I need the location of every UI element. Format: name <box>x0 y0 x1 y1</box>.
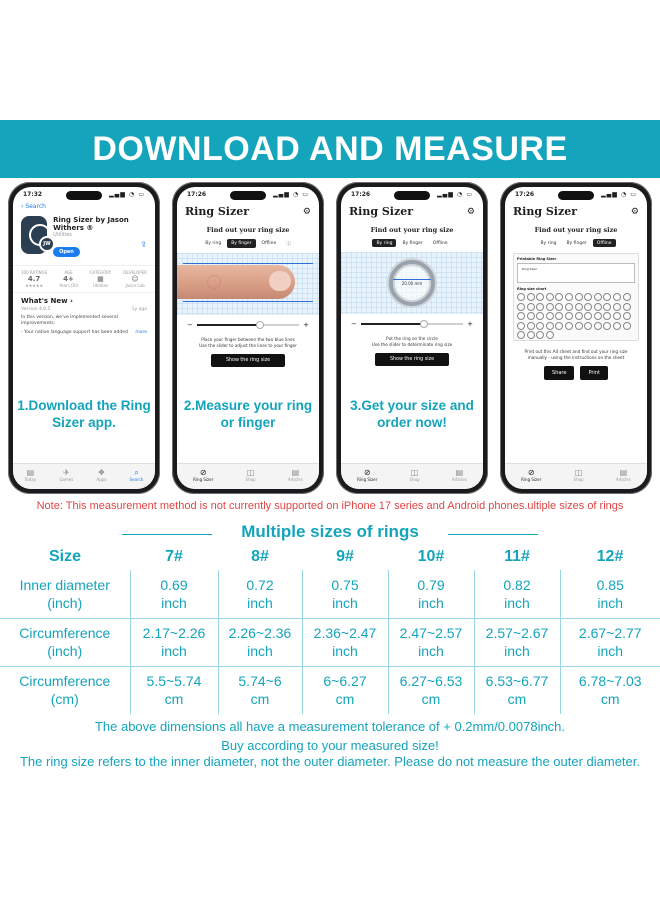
step-caption-2: 2.Measure your ring or finger <box>183 398 313 430</box>
dynamic-island <box>66 191 102 200</box>
app-tab-bar <box>177 463 319 489</box>
help-icon[interactable]: ⓘ <box>286 241 291 247</box>
status-bar: 17:26 ▂▄▆ ◔ ▭ <box>187 190 309 198</box>
version-label: Version 4.0.5 <box>21 307 51 312</box>
phone-ring <box>336 182 488 494</box>
find-heading: Find out your ring size <box>370 226 454 234</box>
size-slider[interactable] <box>177 315 319 329</box>
guide-line-bottom[interactable] <box>183 301 313 302</box>
size-slider[interactable] <box>341 314 483 328</box>
appstore-screen <box>13 187 155 489</box>
mode-segmented-control <box>341 239 483 247</box>
header-row: Size 7# 8# 9# 10# 11# 12# <box>48 548 624 565</box>
measure-grid <box>341 252 483 314</box>
table-row: Circumference (inch) 2.17~2.26 inch 2.26~2.36 inch 2.36~2.47 inch 2.47~2.57 inch 2.57~2.67 inch 2.67~2.77 inch <box>0 618 660 666</box>
diameter-label: 20.00 mm <box>393 279 431 286</box>
sheet-title: Printable Ring Sizer <box>517 257 557 261</box>
compatibility-note: Note: This measurement method is not currently supported on iPhone 17 series and Android phones.ultiple sizes of rings <box>36 500 624 512</box>
segment-by-ring[interactable]: By ring <box>540 240 557 246</box>
step-caption-1: 1.Download the Ring Sizer app. <box>17 398 151 430</box>
phone-appstore <box>8 182 160 494</box>
tab-articles[interactable]: ▤ Articles <box>287 467 303 482</box>
buy-note: Buy according to your measured size! <box>221 738 439 753</box>
plus-icon: + <box>303 321 309 329</box>
gear-icon[interactable]: ⚙ <box>630 206 639 217</box>
stat-age: AGE 4+ Years Old <box>59 270 78 288</box>
whats-new-heading[interactable]: What's New › <box>21 297 73 305</box>
status-bar: 17:26 ▂▄▆ ◔ ▭ <box>351 190 473 198</box>
bag-icon: ◫ <box>246 467 255 477</box>
back-label: Search <box>25 203 46 210</box>
table-row: Inner diameter (inch) 0.69 inch 0.72 inch 0.75 inch 0.79 inch 0.82 inch 0.85 inch <box>0 570 660 618</box>
ring-icon: ⊘ <box>199 467 207 477</box>
tab-apps[interactable]: ❖ Apps <box>96 467 107 482</box>
bag-icon: ◫ <box>410 467 419 477</box>
tab-articles[interactable]: ▤ Articles <box>615 467 631 482</box>
tab-games[interactable]: ✈ Games <box>59 467 74 482</box>
tab-shop[interactable]: ◫ Shop <box>409 467 420 482</box>
mode-segmented-control <box>505 239 647 247</box>
tab-search[interactable]: ⌕ Search <box>129 467 144 482</box>
rocket-icon: ✈ <box>63 467 70 477</box>
segment-by-finger[interactable]: By finger <box>227 239 255 248</box>
title-banner <box>0 120 660 178</box>
tolerance-note: The above dimensions all have a measurement tolerance of + 0.2mm/0.0078inch. <box>94 719 566 734</box>
segment-offline[interactable]: Offline <box>432 240 448 246</box>
mode-segmented-control <box>177 239 319 248</box>
ring-icon: ⊘ <box>363 467 371 477</box>
app-tab-bar <box>505 463 647 489</box>
appstore-tab-bar <box>13 463 155 489</box>
stat-category: CATEGORY ▦ Utilities <box>89 270 112 288</box>
inner-diameter-note: The ring size refers to the inner diameter, not the outer diameter. Please do not measure the outer diameter. <box>19 754 640 769</box>
instructions: Print out this A4 sheet and find out your ring size manually - using the instructions on the sheet <box>524 349 628 360</box>
whats-new-section <box>13 297 155 336</box>
more-link[interactable]: more <box>135 330 147 335</box>
document-icon: ▤ <box>455 467 464 477</box>
ring-sizer-strip: Ring Sizer <box>517 263 635 283</box>
document-icon: ▤ <box>291 467 300 477</box>
ring-circle[interactable] <box>389 260 435 306</box>
back-link[interactable]: ‹ Search <box>21 203 46 210</box>
version-age: 1y ago <box>131 307 147 312</box>
print-button[interactable]: Print <box>580 366 608 380</box>
size-table <box>0 544 660 714</box>
stat-developer: DEVELOPER ☺ Jason Lab <box>123 270 147 288</box>
ring-screen <box>341 187 483 489</box>
measure-grid <box>177 253 319 315</box>
segment-by-ring[interactable]: By ring <box>372 239 396 247</box>
release-notes-1: In this version, we've implemented several improvements: <box>21 315 118 326</box>
phone-offline <box>500 182 652 494</box>
instructions: Place your finger between the two blue lines Use the slider to adjust the lines to your finger <box>199 337 297 348</box>
phones-row <box>0 180 660 496</box>
tab-ring-sizer[interactable]: ⊘ Ring Sizer <box>521 467 542 482</box>
search-icon: ⌕ <box>134 467 139 477</box>
step-caption-3: 3.Get your size and order now! <box>350 398 474 430</box>
today-icon: ▤ <box>26 467 35 477</box>
tab-articles[interactable]: ▤ Articles <box>451 467 467 482</box>
app-category: Utilities <box>53 232 72 238</box>
size-circles <box>517 293 635 339</box>
slider-knob[interactable] <box>256 321 264 329</box>
segment-offline[interactable]: Offline <box>261 240 277 246</box>
open-button[interactable]: Open <box>53 247 80 257</box>
chart-title: Ring size chart <box>517 287 547 291</box>
minus-icon: − <box>351 320 357 328</box>
find-heading: Find out your ring size <box>534 226 618 234</box>
status-time: 17:32 <box>23 190 43 198</box>
show-ring-size-button[interactable]: Show the ring size <box>211 354 285 367</box>
plus-icon: + <box>467 320 473 328</box>
instructions: Put the ring on the circle Use the slider to determinate ring size <box>371 336 453 347</box>
share-button[interactable]: Share <box>544 366 574 380</box>
printable-sheet-preview <box>513 253 639 341</box>
slider-knob[interactable] <box>420 320 428 328</box>
segment-by-finger[interactable]: By finger <box>402 240 423 246</box>
release-notes-2: - Your native language support has been added <box>21 330 128 335</box>
layers-icon: ❖ <box>97 467 106 477</box>
bag-icon: ◫ <box>574 467 583 477</box>
app-tab-bar <box>341 463 483 489</box>
app-title: Ring Sizer <box>513 205 578 218</box>
tab-today[interactable]: ▤ Today <box>24 467 37 482</box>
app-title: Ring Sizer <box>185 205 250 218</box>
app-header <box>13 212 155 261</box>
tab-shop[interactable]: ◫ Shop <box>245 467 256 482</box>
banner-title: DOWNLOAD AND MEASURE <box>92 129 568 168</box>
status-icons: ▂▄▆ ◔ ▭ <box>109 190 145 198</box>
tab-ring-sizer[interactable]: ⊘ Ring Sizer <box>193 467 214 482</box>
stat-ratings: 100 RATINGS 4.7 ★★★★★ <box>21 270 48 288</box>
segment-offline[interactable]: Offline <box>593 239 616 247</box>
ring-icon: ⊘ <box>527 467 535 477</box>
finger-screen <box>177 187 319 489</box>
ring-sizer-app-icon: JW <box>21 216 47 254</box>
tab-ring-sizer[interactable]: ⊘ Ring Sizer <box>357 467 378 482</box>
share-icon[interactable]: ⇪ <box>140 240 147 249</box>
gear-icon[interactable]: ⚙ <box>466 206 475 217</box>
finger-image <box>177 265 295 299</box>
segment-by-finger[interactable]: By finger <box>566 240 587 246</box>
show-ring-size-button[interactable]: Show the ring size <box>375 353 449 366</box>
guide-line-top[interactable] <box>183 263 313 264</box>
offline-screen <box>505 187 647 489</box>
phone-finger <box>172 182 324 494</box>
gear-icon[interactable]: ⚙ <box>302 206 311 217</box>
status-bar: 17:26 ▂▄▆ ◔ ▭ <box>515 190 637 198</box>
find-heading: Find out your ring size <box>206 226 290 234</box>
tab-shop[interactable]: ◫ Shop <box>573 467 584 482</box>
app-stats <box>13 265 155 293</box>
app-title: Ring Sizer <box>349 205 414 218</box>
app-name: Ring Sizer by Jason Withers ® <box>53 216 129 232</box>
table-row: Circumference (cm) 5.5~5.74 cm 5.74~6 cm 6~6.27 cm 6.27~6.53 cm 6.53~6.77 cm 6.78~7.03 cm <box>0 666 660 714</box>
minus-icon: − <box>187 321 193 329</box>
segment-by-ring[interactable]: By ring <box>205 240 222 246</box>
size-chart-title: Multiple sizes of rings <box>241 522 419 541</box>
document-icon: ▤ <box>619 467 628 477</box>
